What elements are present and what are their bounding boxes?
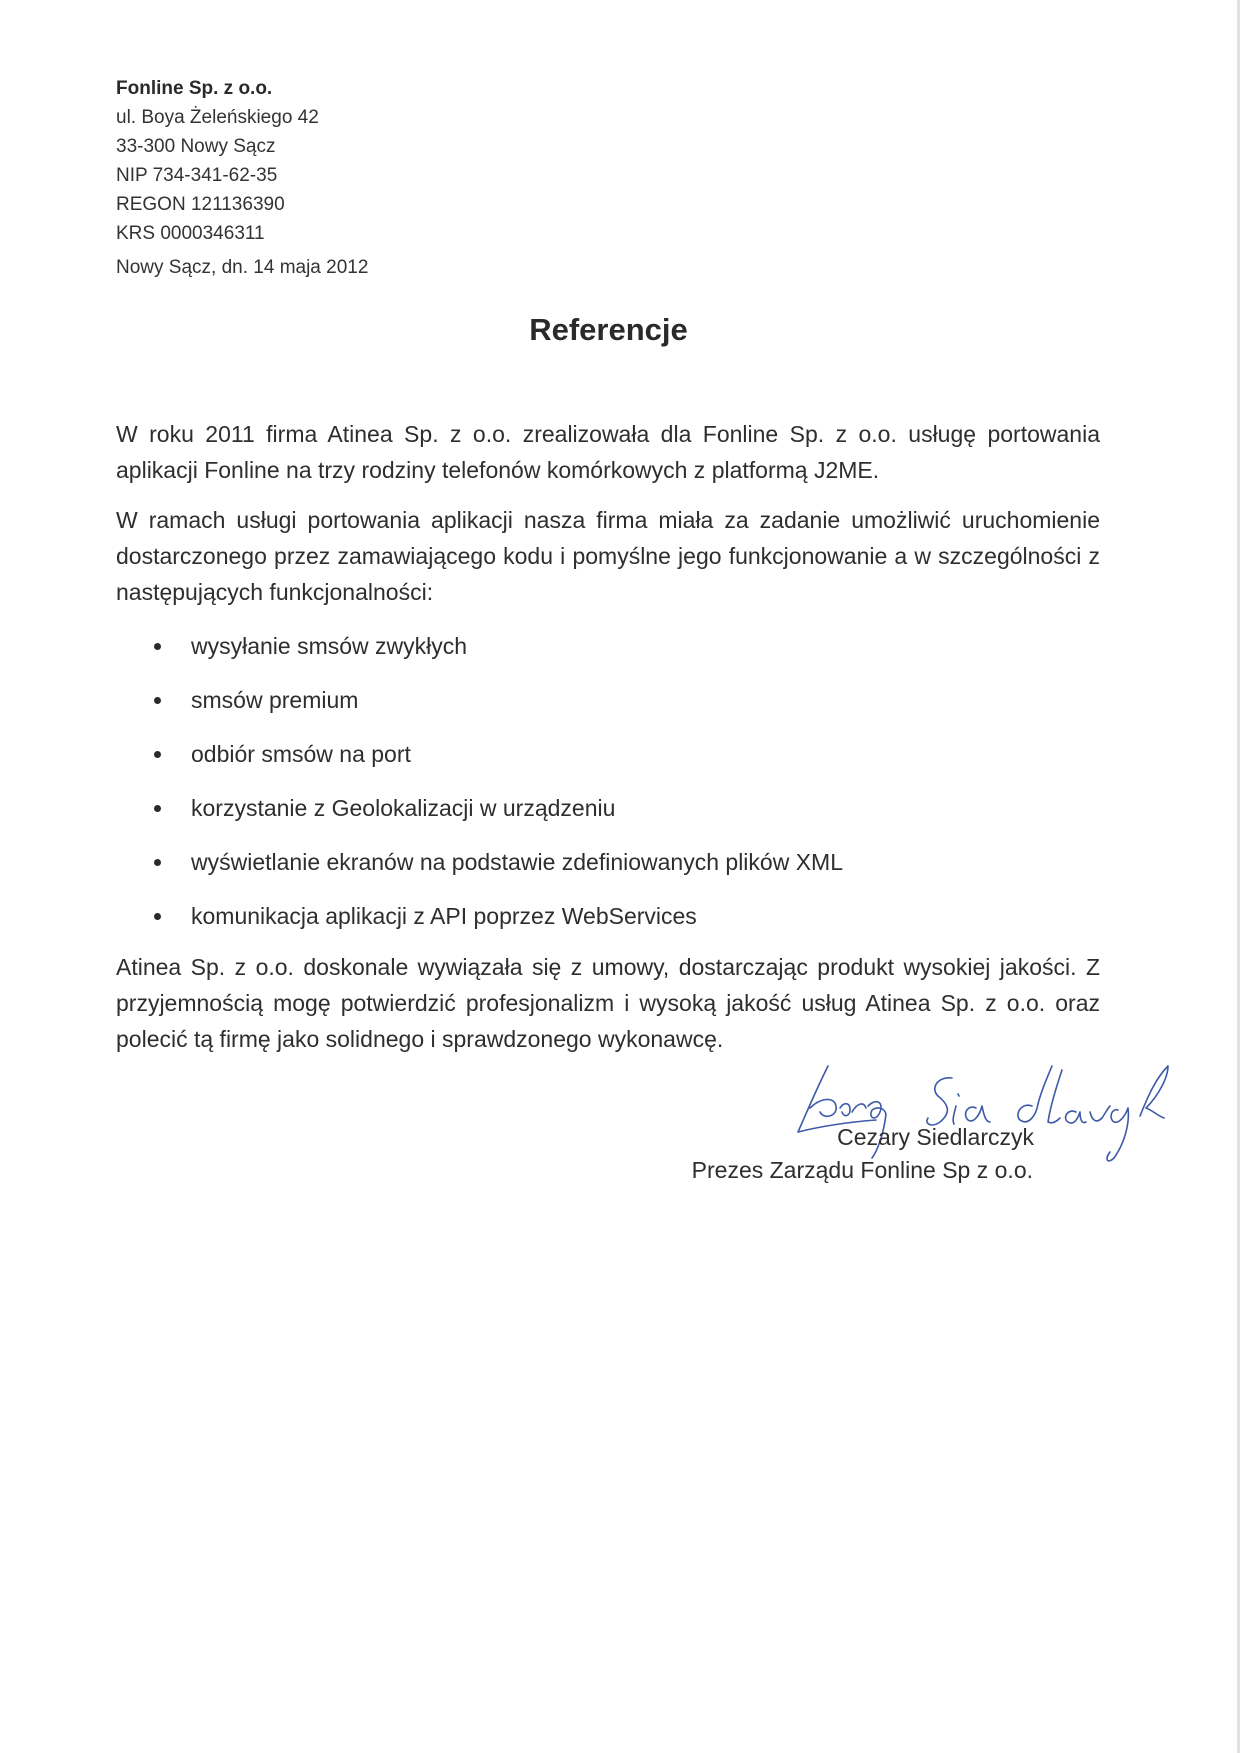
- list-item: [150, 898, 843, 952]
- bullet-icon: [154, 643, 161, 650]
- feature-list: [150, 628, 843, 952]
- sender-block: [116, 74, 319, 248]
- closing-paragraph: Atinea Sp. z o.o. doskonale wywiązała się z umowy, dostarczając produkt wysokiej jakości. Z przyjemnością mogę potwierdzić profesjonalizm i wysoką jakość usług Atinea Sp. z o.o. oraz polecić tą firmę jako solidnego i sprawdzonego wykonawcę.: [116, 954, 1100, 1052]
- feature-text: wysyłanie smsów zwykłych: [191, 633, 468, 659]
- bullet-icon: [154, 805, 161, 812]
- sender-krs: KRS 0000346311: [116, 223, 265, 244]
- signer-name: Cezary Siedlarczyk: [837, 1124, 1034, 1150]
- letter-title: Referencje: [529, 312, 688, 347]
- list-item: [150, 844, 843, 898]
- scope-paragraph: W ramach usługi portowania aplikacji nasza firma miała za zadanie umożliwić uruchomienie dostarczonego przez zamawiającego kodu i pomyślne jego funkcjonowanie a w szczególności z następujących funkcjonalności:: [116, 507, 1100, 605]
- feature-text: komunikacja aplikacji z API poprzez WebServices: [191, 903, 697, 929]
- list-item: [150, 736, 843, 790]
- sender-street: ul. Boya Żeleńskiego 42: [116, 107, 319, 128]
- list-item: [150, 628, 843, 682]
- bullet-icon: [154, 859, 161, 866]
- sender-city: 33-300 Nowy Sącz: [116, 136, 276, 157]
- bullet-icon: [154, 913, 161, 920]
- feature-text: smsów premium: [191, 687, 359, 713]
- sender-regon: REGON 121136390: [116, 194, 285, 215]
- bullet-icon: [154, 751, 161, 758]
- sender-nip: NIP 734-341-62-35: [116, 165, 278, 186]
- feature-text: korzystanie z Geolokalizacji w urządzeniu: [191, 795, 616, 821]
- signer-role: Prezes Zarządu Fonline Sp z o.o.: [691, 1157, 1033, 1183]
- intro-paragraph: W roku 2011 firma Atinea Sp. z o.o. zrealizowała dla Fonline Sp. z o.o. usługę portowania aplikacji Fonline na trzy rodziny telefonów komórkowych z platformą J2ME.: [116, 421, 1100, 483]
- bullet-icon: [154, 697, 161, 704]
- place-date: Nowy Sącz, dn. 14 maja 2012: [116, 257, 369, 278]
- feature-text: odbiór smsów na port: [191, 741, 411, 767]
- list-item: [150, 682, 843, 736]
- feature-text: wyświetlanie ekranów na podstawie zdefiniowanych plików XML: [191, 849, 843, 875]
- sender-company: Fonline Sp. z o.o.: [116, 78, 273, 99]
- list-item: [150, 790, 843, 844]
